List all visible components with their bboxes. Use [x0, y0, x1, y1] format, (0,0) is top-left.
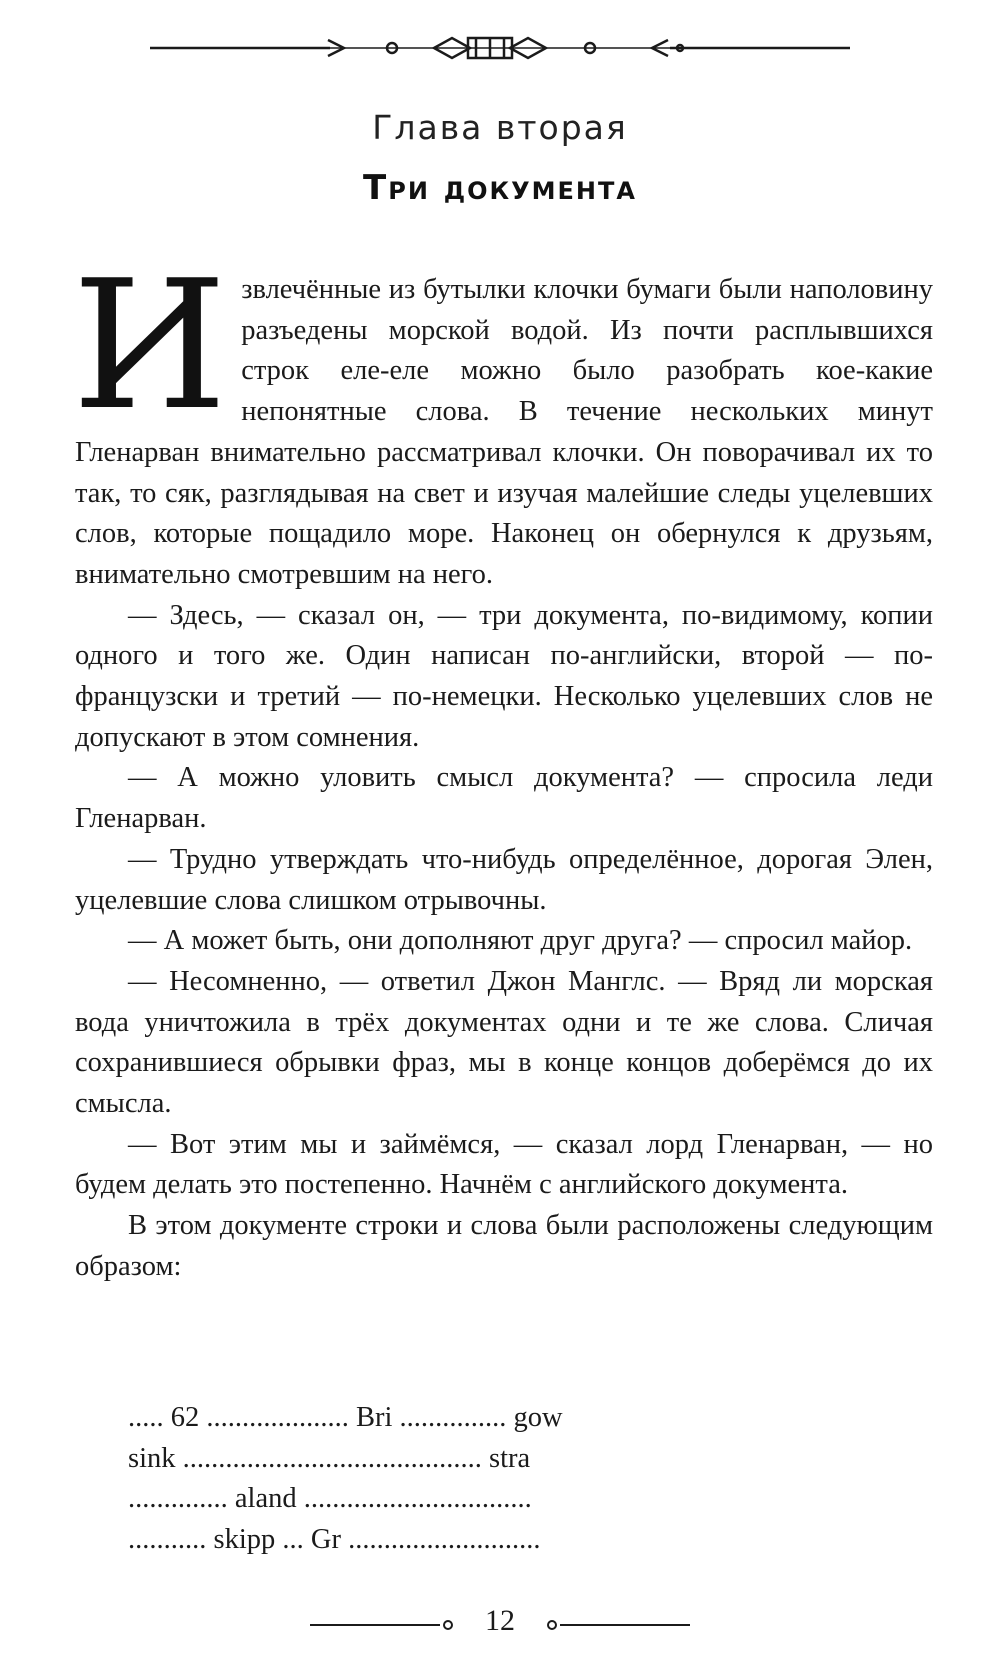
top-ornament — [150, 28, 850, 68]
drop-cap: И — [72, 242, 228, 449]
document-fragment — [128, 1398, 563, 1561]
paragraph: — А можно уловить смысл документа? — спросила леди Гленарван. — [75, 762, 933, 835]
paragraph: — Трудно утверждать что-нибудь определённое, дорогая Элен, уцелевшие слова слишком отрывочны. — [75, 843, 933, 916]
paragraph: В этом документе строки и слова были расположены следующим образом: — [75, 1210, 933, 1282]
paragraph: — А может быть, они дополняют друг друга? — спросил майор. — [128, 925, 913, 957]
document-line: ........... skipp ... Gr ........................... — [128, 1524, 541, 1556]
document-line: .............. aland ................................ — [128, 1483, 532, 1515]
footer-ornament-left — [310, 1615, 460, 1635]
paragraph: — Здесь, — сказал он, — три документа, по-видимому, копии одного и того же. Один написан по-английски, второй — по-французски и третий — по-немецки. Несколько уцелевших слов не допускают в этом сомнения. — [75, 599, 933, 753]
paragraph — [72, 242, 933, 596]
body-text — [72, 242, 933, 1288]
document-line: sink .......................................... stra — [128, 1442, 531, 1474]
paragraph: — Несомненно, — ответил Джон Манглс. — Вряд ли морская вода уничтожила в трёх документах одни и те же слова. Сличая сохранившиеся обрывки фраз, мы в конце концов доберёмся до их смысла. — [75, 965, 933, 1120]
paragraph-text: звлечённые из бутылки клочки бумаги были наполовину разъедены морской водой. Из почти расплывшихся строк еле-еле можно было разобрать кое-какие непонятные слова. В течение нескольких минут Гленарван внимательно рассматривал клочки. Он поворачивал их то так, то сяк, разглядывая на свет и изучая малейшие следы уцелевших слов, которые пощадило море. Наконец он обернулся к друзьям, внимательно смотревшим на него. — [75, 274, 933, 590]
chapter-label: Глава вторая — [372, 108, 628, 147]
chapter-title: Три документа — [363, 168, 637, 208]
footer-ornament-right — [540, 1615, 690, 1635]
paragraph: — Вот этим мы и займёмся, — сказал лорд Гленарван, — но будем делать это постепенно. Начнём с английского документа. — [75, 1128, 933, 1201]
document-line: ..... 62 .................... Bri ............... gow — [128, 1402, 563, 1433]
page-number: 12 — [485, 1604, 515, 1637]
